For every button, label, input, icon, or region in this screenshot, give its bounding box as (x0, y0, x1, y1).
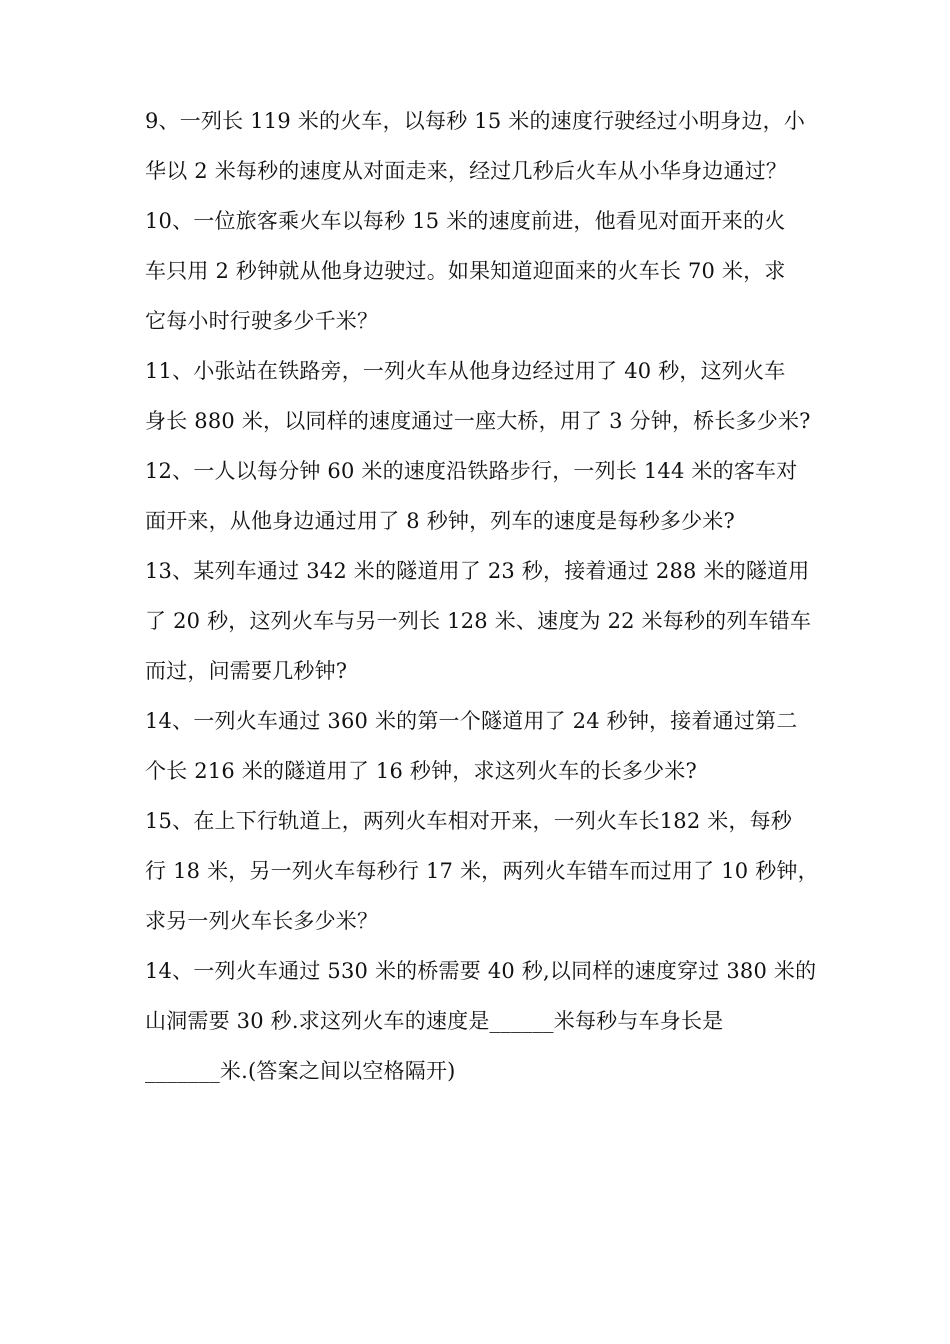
problem-9-line-1: 9、一列长 119 米的火车，以每秒 15 米的速度行驶经过小明身边，小 (145, 109, 806, 133)
problem-12-line-2: 面开来，从他身边通过用了 8 秒钟，列车的速度是每秒多少米? (145, 509, 735, 533)
problem-13-line-2: 了 20 秒，这列火车与另一列长 128 米、速度为 22 米每秒的列车错车 (145, 609, 812, 633)
problem-15-line-1: 15、在上下行轨道上，两列火车相对开来，一列火车长182 米，每秒 (145, 809, 793, 833)
problem-10-line-2: 车只用 2 秒钟就从他身边驶过。如果知道迎面来的火车长 70 米，求 (145, 259, 786, 283)
problem-11-line-1: 11、小张站在铁路旁，一列火车从他身边经过用了 40 秒，这列火车 (145, 359, 786, 383)
problem-12-line-1: 12、一人以每分钟 60 米的速度沿铁路步行，一列长 144 米的客车对 (145, 459, 798, 483)
problem-10-line-3: 它每小时行驶多少千米？ (145, 309, 379, 333)
problem-15-line-2: 行 18 米，另一列火车每秒行 17 米，两列火车错车而过用了 10 秒钟， (145, 859, 819, 883)
problem-14b-line-2: 山洞需要 30 秒.求这列火车的速度是______米每秒与车身长是 (145, 1009, 724, 1033)
problem-10-line-1: 10、一位旅客乘火车以每秒 15 米的速度前进，他看见对面开来的火 (145, 209, 786, 233)
problem-13-line-1: 13、某列车通过 342 米的隧道用了 23 秒，接着通过 288 米的隧道用 (145, 559, 810, 583)
problem-13-line-3: 而过，问需要几秒钟? (145, 659, 348, 683)
problem-11-line-2: 身长 880 米，以同样的速度通过一座大桥，用了 3 分钟，桥长多少米? (145, 409, 811, 433)
problem-14-line-2: 个长 216 米的隧道用了 16 秒钟，求这列火车的长多少米? (145, 759, 697, 783)
problem-14b-line-1: 14、一列火车通过 530 米的桥需要 40 秒,以同样的速度穿过 380 米的 (145, 959, 817, 983)
problem-14b-line-3: _______米.(答案之间以空格隔开) (145, 1059, 456, 1083)
problem-14-line-1: 14、一列火车通过 360 米的第一个隧道用了 24 秒钟，接着通过第二 (145, 709, 798, 733)
problem-9-line-2: 华以 2 米每秒的速度从对面走来，经过几秒后火车从小华身边通过？ (145, 159, 788, 183)
problem-15-line-3: 求另一列火车长多少米？ (145, 909, 379, 933)
